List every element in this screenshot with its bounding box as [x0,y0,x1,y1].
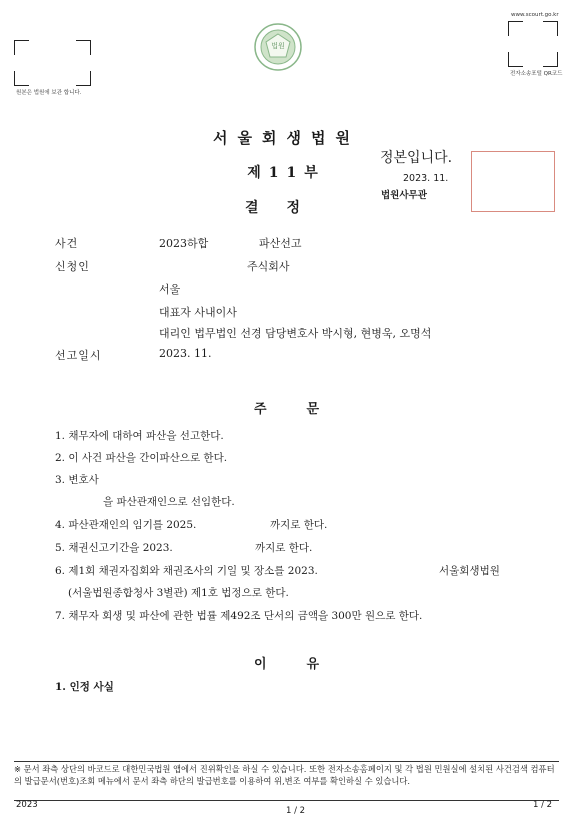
order-item-6: 6. 제1회 채권자집회와 채권조사의 기일 및 장소를 2023. [55,565,318,577]
division-title: 제11부 [247,165,326,181]
order-item-6-cont: (서울법원종합청사 3별관) 제1호 법정으로 한다. [68,587,289,599]
order-item-6-place: 서울회생법원 [439,565,500,577]
applicant-label: 신청인 [55,260,90,273]
barcode-corner-bottom-left [14,71,29,86]
page-number-right: 1 / 2 [533,800,553,810]
order-item-4: 4. 파산관재인의 임기를 2025. [55,519,197,531]
emblem-label: 법원 [271,42,285,50]
order-item-2: 2. 이 사건 파산을 간이파산으로 한다. [55,452,228,464]
barcode-corner-bottom-right [76,71,91,86]
court-officer: 법원사무관 [381,190,427,201]
order-item-1: 1. 채무자에 대하여 파산을 선고한다. [55,430,224,442]
order-item-4-cont: 까지로 한다. [270,519,328,531]
order-item-5-cont: 까지로 한다. [255,542,313,554]
legal-agent: 대리인 법무법인 선경 담당변호사 박시형, 현병욱, 오명석 [159,327,432,340]
barcode-corner-top-right [76,40,91,55]
court-emblem [253,22,303,72]
qr-caption: 전자소송포털 QR코드 [510,71,563,77]
applicant-name: 주식회사 [247,260,290,273]
order-heading: 주문 [253,402,360,417]
certification-date: 2023. 11. [403,173,449,184]
representative: 대표자 사내이사 [159,306,237,319]
qr-corner-bottom-left [508,52,523,67]
case-name: 파산선고 [259,237,302,250]
case-label: 사건 [55,237,79,250]
document-title: 결정 [244,200,329,216]
qr-url: www.scourt.go.kr [511,12,559,18]
barcode-corner-top-left [14,40,29,55]
order-item-3: 3. 변호사 [55,474,99,486]
official-seal-box [471,151,555,212]
reasons-heading: 이유 [253,657,360,672]
court-title: 서울회생법원 [213,129,360,147]
order-item-5: 5. 채권신고기간을 2023. [55,542,173,554]
issue-number: 2023 [16,800,38,810]
case-number: 2023하합 [159,237,209,250]
qr-corner-top-left [508,21,523,36]
qr-corner-bottom-right [543,52,558,67]
original-kept-caption: 원본은 법원에 보관 합니다. [16,90,82,96]
applicant-address: 서울 [159,283,181,296]
order-item-3-cont: 을 파산관재인으로 선임한다. [103,496,235,508]
reasons-subheading: 1. 인정 사실 [55,681,114,693]
order-item-7: 7. 채무자 회생 및 파산에 관한 법률 제492조 단서의 금액을 300만 원으로 한다. [55,610,423,622]
qr-corner-top-right [543,21,558,36]
certified-copy-text: 정본입니다. [380,150,453,166]
decision-date-label: 선고일시 [55,349,102,362]
page-number-center: 1 / 2 [286,806,306,816]
verification-notice: ※ 문서 좌측 상단의 바코드로 대한민국법원 앱에서 진위확인을 하실 수 있습니다. 또한 전자소송홈페이지 및 각 법원 민원실에 설치된 사건검색 컴퓨터의 발급문서(번호)조회 메뉴에서 문서 좌측 하단의 발급번호를 이용하여 위,변조 여부를 확인하실 수 있습니다. [14,761,559,801]
decision-date: 2023. 11. [159,347,212,360]
